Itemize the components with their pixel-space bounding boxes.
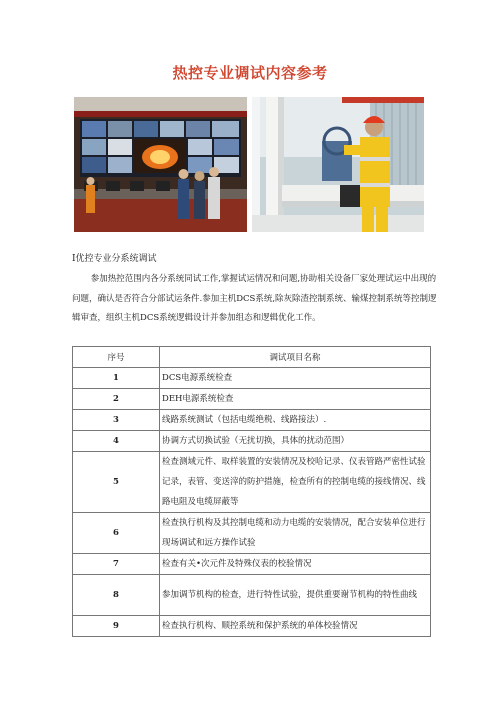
row-item: 线路系统测试（包括电缆绝税、线路接法）. [160,410,431,431]
intro-paragraph: 参加热控范围内各分系统同试工作,掌握试运情况和问题,协助相关设备厂家处理试运中出现的问题，确认是否符合分部试运条件.参加主机DCS系统,除灰除渣控制系统、输煤控制系统等控制逻辑审查，组织主机DCS系统逻辑设计并参加组态和逻辑优化工作。 [72,274,437,323]
row-number: 1 [73,368,160,389]
page-title: 热控专业调试内容参考 [172,64,328,82]
table-row [73,513,431,554]
row-item: 检查有关•次元件及特殊仪表的校验情况 [160,554,431,575]
table-row [73,554,431,575]
table-row [73,368,431,389]
row-item: DEH电源系统检查 [160,389,431,410]
row-number: 5 [73,452,160,513]
row-number: 7 [73,554,160,575]
table-row [73,389,431,410]
field-worker-photo [252,97,424,232]
table-row [73,452,431,513]
row-number: 9 [73,616,160,637]
table-row [73,575,431,616]
row-number: 3 [73,410,160,431]
table-row [73,410,431,431]
header-number: 序号 [73,347,160,368]
table-row [73,616,431,637]
row-number: 6 [73,513,160,554]
row-item: 参加调节机构的检查，进行特性试验，提供重要谢节机构的特性曲线 [160,575,431,616]
row-number: 4 [73,431,160,452]
row-item: DCS电源系统检查 [160,368,431,389]
header-item-name: 调试项目名称 [160,347,431,368]
row-number: 2 [73,389,160,410]
row-item: 检查执行机构及其控制电缆和动力电缆的安装情况，配合安装单位进行现场调试和远方操作试验 [160,513,431,554]
row-item: 检查测域元件、取样装置的安装情况及校哈记录、仪表管路严密性试验记录，表管、变送滓的防护措施，检查所有的控制电缆的接线情况、线路电阻及电缆屏蔽等 [160,452,431,513]
table-row [73,431,431,452]
control-room-photo [74,97,247,232]
row-number: 8 [73,575,160,616]
table-header-row [73,347,431,368]
test-items-table [72,346,431,637]
section-heading: I优控专业分系统调试 [72,254,157,264]
row-item: 检查执行机构、顺控系统和保护系统的单体校验情况 [160,616,431,637]
row-item: 协调方式切换试验（无扰切换，具体的扰动范围） [160,431,431,452]
